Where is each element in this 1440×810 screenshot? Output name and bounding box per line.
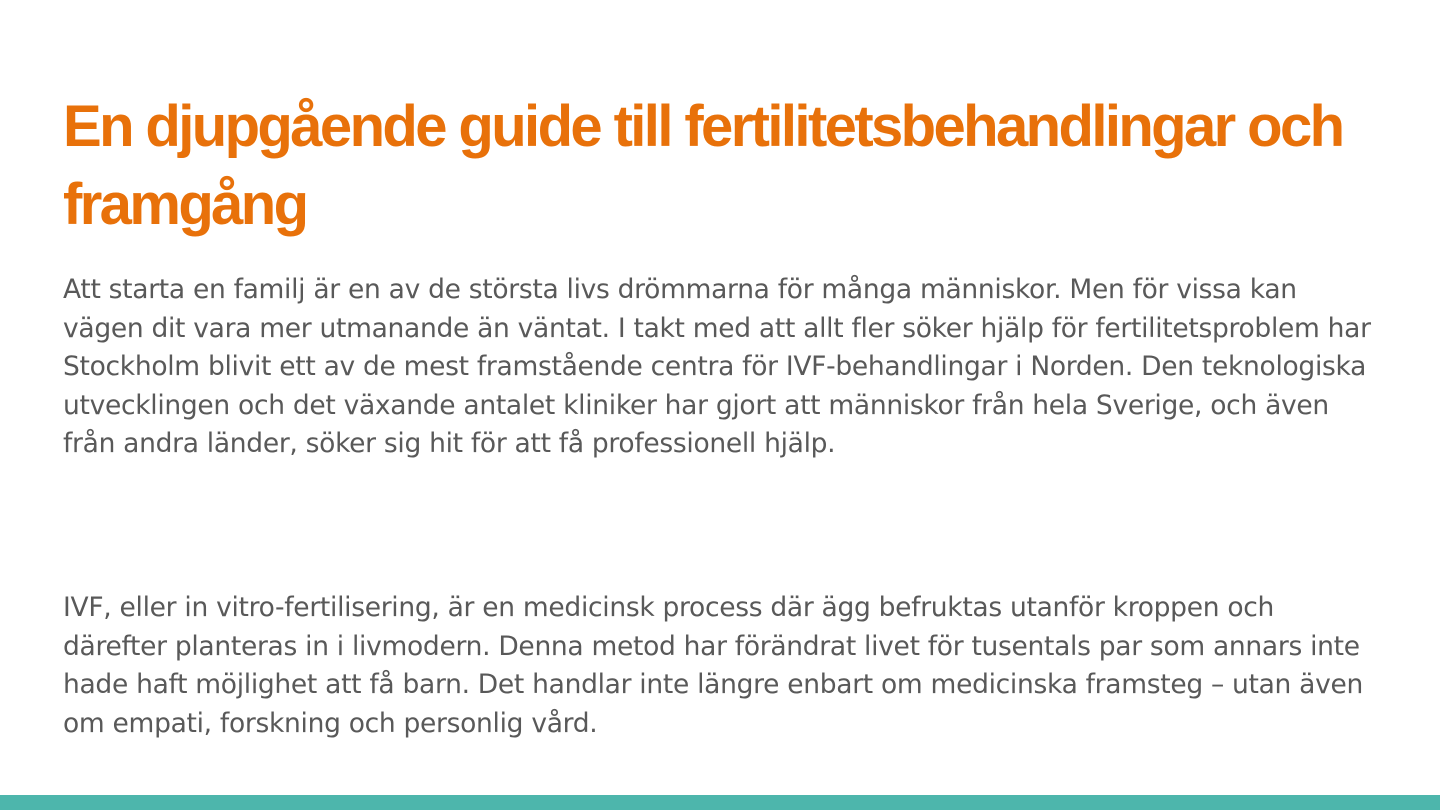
ivf-paragraph: IVF, eller in vitro-fertilisering, är en medicinsk process där ägg befruktas utanför kroppen och därefter planteras in i livmodern. Denna metod har förändrat livet för tusentals par som annars inte hade haft möjlighet att få barn. Det handlar inte längre enbart om medicinska framsteg – utan även om empati, forskning och personlig vård.	[63, 592, 1364, 739]
bottom-accent-bar	[0, 795, 1440, 810]
slide-title: En djupgående guide till fertilitetsbehandlingar och framgång	[63, 94, 1343, 237]
intro-paragraph: Att starta en familj är en av de största livs drömmarna för många människor. Men för vissa kan vägen dit vara mer utmanande än väntat. I takt med att allt fler söker hjälp för fertilitetsproblem har Stockholm blivit ett av de mest framstående centra för IVF-behandlingar i Norden. Den teknologiska utvecklingen och det växande antalet kliniker har gjort att människor från hela Sverige, och även från andra länder, söker sig hit för att få professionell hjälp.	[63, 274, 1371, 460]
